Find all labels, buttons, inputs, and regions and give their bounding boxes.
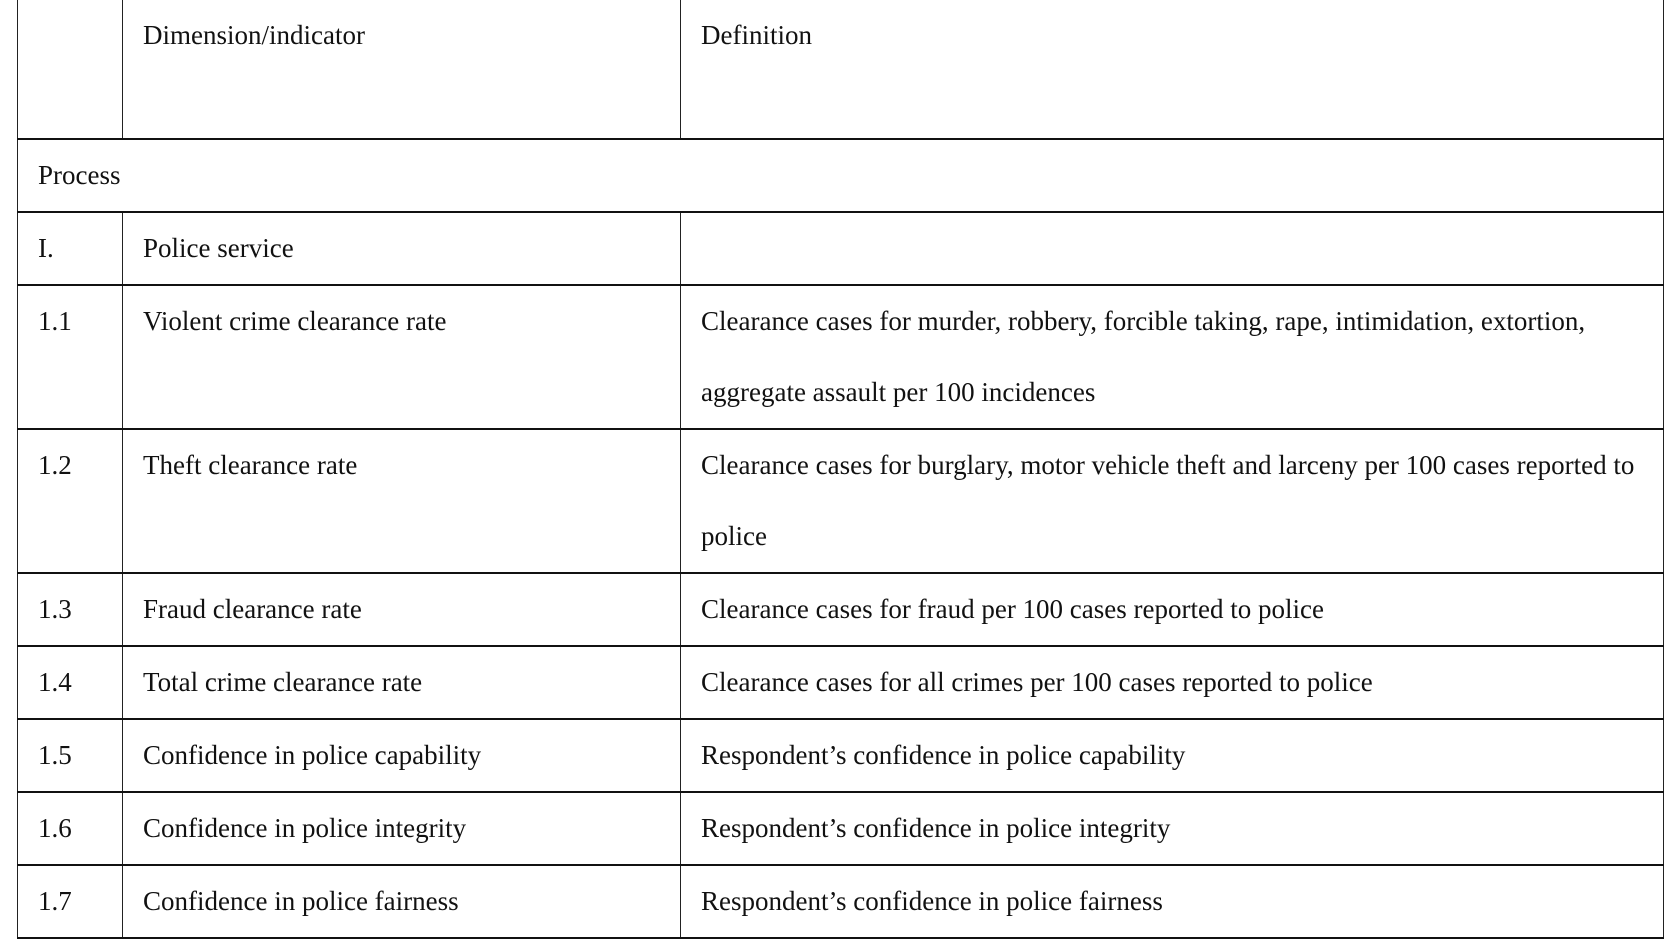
table-row	[18, 429, 1664, 573]
row-definition: Clearance cases for murder, robbery, forcible taking, rape, intimidation, extortion, aggregate assault per 100 incidences	[681, 285, 1664, 429]
header-definition: Definition	[681, 0, 1664, 139]
row-num: 1.6	[18, 792, 123, 865]
row-num: 1.2	[18, 429, 123, 573]
row-definition: Respondent’s confidence in police fairness	[681, 865, 1664, 938]
table-row	[18, 792, 1664, 865]
row-num: 1.7	[18, 865, 123, 938]
row-definition: Clearance cases for burglary, motor vehicle theft and larceny per 100 cases reported to police	[681, 429, 1664, 573]
table-row	[18, 646, 1664, 719]
row-indicator: Theft clearance rate	[123, 429, 681, 573]
row-definition: Respondent’s confidence in police integrity	[681, 792, 1664, 865]
row-definition: Clearance cases for all crimes per 100 cases reported to police	[681, 646, 1664, 719]
row-definition: Clearance cases for fraud per 100 cases reported to police	[681, 573, 1664, 646]
section-label: Process	[18, 139, 1664, 212]
table-row	[18, 285, 1664, 429]
group-num: I.	[18, 212, 123, 285]
header-dimension: Dimension/indicator	[123, 0, 681, 139]
row-num: 1.3	[18, 573, 123, 646]
row-indicator: Violent crime clearance rate	[123, 285, 681, 429]
row-indicator: Confidence in police fairness	[123, 865, 681, 938]
row-num: 1.4	[18, 646, 123, 719]
row-definition: Respondent’s confidence in police capability	[681, 719, 1664, 792]
group-row	[18, 212, 1664, 285]
table-row	[18, 719, 1664, 792]
indicator-table	[17, 0, 1664, 939]
row-num: 1.1	[18, 285, 123, 429]
table-row	[18, 865, 1664, 938]
row-num: 1.5	[18, 719, 123, 792]
table-row	[18, 573, 1664, 646]
section-row	[18, 139, 1664, 212]
row-indicator: Total crime clearance rate	[123, 646, 681, 719]
row-indicator: Confidence in police integrity	[123, 792, 681, 865]
group-definition	[681, 212, 1664, 285]
group-label: Police service	[123, 212, 681, 285]
row-indicator: Confidence in police capability	[123, 719, 681, 792]
table-header-row	[18, 0, 1664, 139]
row-indicator: Fraud clearance rate	[123, 573, 681, 646]
header-num	[18, 0, 123, 139]
